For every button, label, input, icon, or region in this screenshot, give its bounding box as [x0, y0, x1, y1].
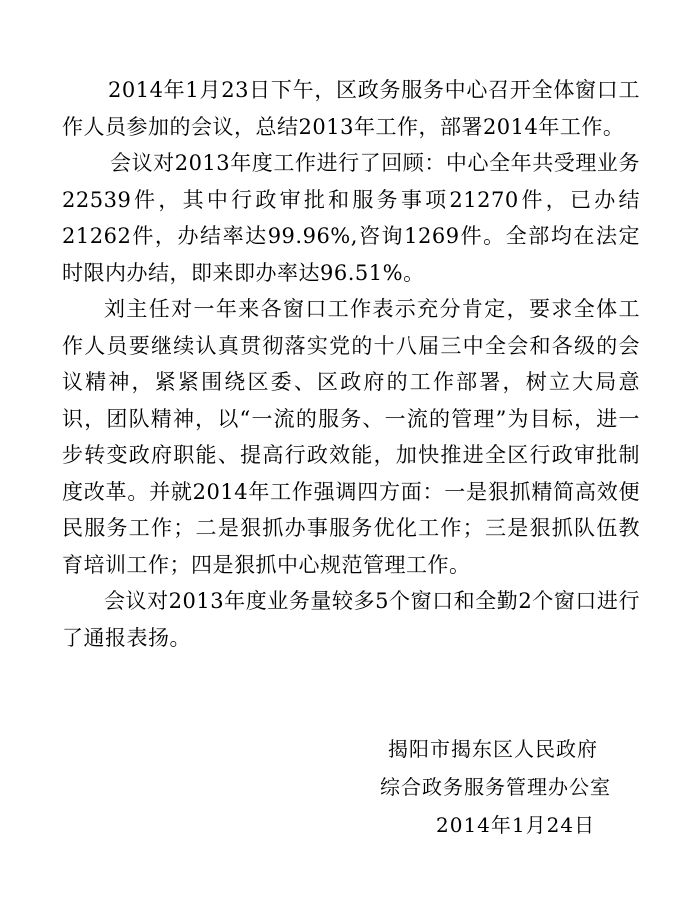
- document-body: [62, 72, 640, 656]
- paragraph-director-remarks: 刘主任对一年来各窗口工作表示充分肯定，要求全体工作人员要继续认真贯彻落实党的十八届三中全会和各级的会议精神，紧紧围绕区委、区政府的工作部署，树立大局意识，团队精神，以“一流的服务、一流的管理”为目标，进一步转变政府职能、提高行政效能，加快推进全区行政审批制度改革。并就2014年工作强调四方面：一是狠抓精简高效便民服务工作；二是狠抓办事服务优化工作；三是狠抓队伍教育培训工作；四是狠抓中心规范管理工作。: [62, 297, 640, 577]
- paragraph-2013-review: 会议对2013年度工作进行了回顾：中心全年共受理业务22539件，其中行政审批和服务事项21270件，已办结21262件，办结率达99.96%,咨询1269件。全部均在法定时限内办结，即来即办率达96.51%。: [62, 151, 640, 285]
- paragraph-commendation: 会议对2013年度业务量较多5个窗口和全勤2个窗口进行了通报表扬。: [62, 589, 640, 650]
- signature-block: [340, 730, 640, 844]
- signature-organization-line1: 揭阳市揭东区人民政府: [388, 737, 598, 761]
- signature-date: 2014年1月24日: [436, 813, 596, 837]
- signature-organization-line2: 综合政务服务管理办公室: [380, 775, 611, 799]
- paragraph-meeting-intro: 2014年1月23日下午，区政务服务中心召开全体窗口工作人员参加的会议，总结2013年工作，部署2014年工作。: [62, 78, 640, 139]
